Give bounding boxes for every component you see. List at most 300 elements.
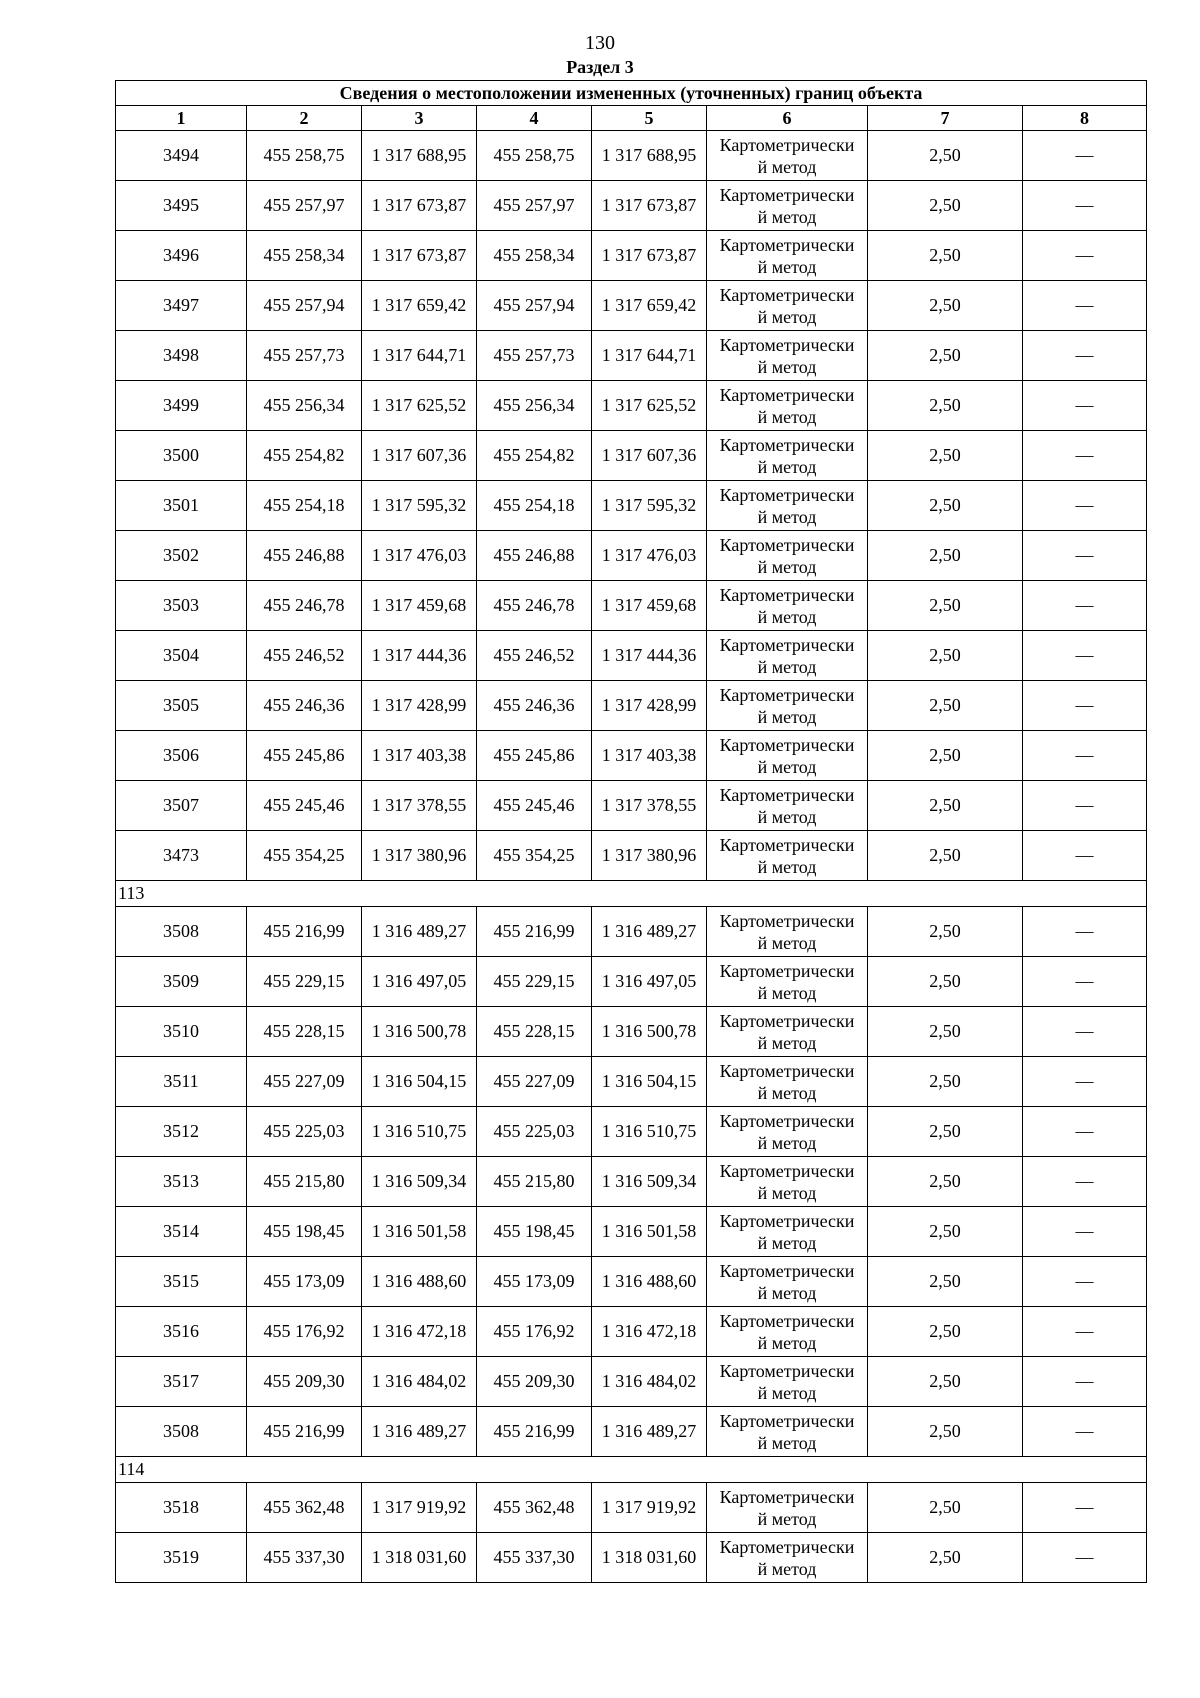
point-number-cell: 3505 <box>116 681 247 731</box>
table-body <box>116 131 1147 1583</box>
page-number: 130 <box>585 32 615 54</box>
precision-cell: 2,50 <box>868 531 1023 581</box>
point-number-cell: 3508 <box>116 907 247 957</box>
x-existing-cell: 455 229,15 <box>247 957 362 1007</box>
x-existing-cell: 455 228,15 <box>247 1007 362 1057</box>
method-cell <box>707 481 868 531</box>
column-number-row <box>116 106 1147 131</box>
point-number-cell: 3515 <box>116 1257 247 1307</box>
method-cell <box>707 1107 868 1157</box>
x-new-cell: 455 245,86 <box>477 731 592 781</box>
precision-cell: 2,50 <box>868 581 1023 631</box>
method-cell <box>707 957 868 1007</box>
precision-cell: 2,50 <box>868 681 1023 731</box>
x-new-cell: 455 258,75 <box>477 131 592 181</box>
y-existing-cell: 1 317 688,95 <box>362 131 477 181</box>
y-new-cell: 1 316 489,27 <box>592 907 707 957</box>
x-new-cell: 455 227,09 <box>477 1057 592 1107</box>
y-new-cell: 1 316 489,27 <box>592 1407 707 1457</box>
y-new-cell: 1 317 403,38 <box>592 731 707 781</box>
y-new-cell: 1 317 607,36 <box>592 431 707 481</box>
x-existing-cell: 455 258,34 <box>247 231 362 281</box>
method-line-2: й метод <box>757 982 817 1003</box>
description-cell: — <box>1023 731 1147 781</box>
precision-cell: 2,50 <box>868 1207 1023 1257</box>
description-cell: — <box>1023 231 1147 281</box>
table-row <box>116 831 1147 881</box>
table-row <box>116 481 1147 531</box>
y-existing-cell: 1 317 644,71 <box>362 331 477 381</box>
x-existing-cell: 455 246,78 <box>247 581 362 631</box>
y-existing-cell: 1 316 501,58 <box>362 1207 477 1257</box>
y-new-cell: 1 317 919,92 <box>592 1483 707 1533</box>
column-number-2: 2 <box>247 106 362 131</box>
method-line-2: й метод <box>757 1232 817 1253</box>
precision-cell: 2,50 <box>868 1157 1023 1207</box>
x-existing-cell: 455 225,03 <box>247 1107 362 1157</box>
method-cell <box>707 231 868 281</box>
x-existing-cell: 455 216,99 <box>247 1407 362 1457</box>
precision-cell: 2,50 <box>868 181 1023 231</box>
x-new-cell: 455 216,99 <box>477 1407 592 1457</box>
y-new-cell: 1 317 673,87 <box>592 181 707 231</box>
x-new-cell: 455 362,48 <box>477 1483 592 1533</box>
method-line-2: й метод <box>757 806 817 827</box>
y-existing-cell: 1 317 380,96 <box>362 831 477 881</box>
description-cell: — <box>1023 181 1147 231</box>
precision-cell: 2,50 <box>868 481 1023 531</box>
table-row <box>116 781 1147 831</box>
y-new-cell: 1 317 380,96 <box>592 831 707 881</box>
x-new-cell: 455 216,99 <box>477 907 592 957</box>
point-number-cell: 3500 <box>116 431 247 481</box>
y-new-cell: 1 316 472,18 <box>592 1307 707 1357</box>
description-cell: — <box>1023 1357 1147 1407</box>
method-line-1: Картометрически <box>719 1160 855 1181</box>
y-new-cell: 1 317 673,87 <box>592 231 707 281</box>
description-cell: — <box>1023 1257 1147 1307</box>
table-row <box>116 1483 1147 1533</box>
method-line-2: й метод <box>757 656 817 677</box>
y-existing-cell: 1 316 509,34 <box>362 1157 477 1207</box>
description-cell: — <box>1023 531 1147 581</box>
table-row <box>116 1407 1147 1457</box>
method-line-1: Картометрически <box>719 1210 855 1231</box>
point-number-cell: 3511 <box>116 1057 247 1107</box>
x-existing-cell: 455 354,25 <box>247 831 362 881</box>
y-existing-cell: 1 316 489,27 <box>362 907 477 957</box>
precision-cell: 2,50 <box>868 731 1023 781</box>
x-existing-cell: 455 245,46 <box>247 781 362 831</box>
method-cell <box>707 907 868 957</box>
y-existing-cell: 1 317 659,42 <box>362 281 477 331</box>
description-cell: — <box>1023 1207 1147 1257</box>
point-number-cell: 3498 <box>116 331 247 381</box>
x-new-cell: 455 257,94 <box>477 281 592 331</box>
method-cell <box>707 1057 868 1107</box>
method-cell <box>707 581 868 631</box>
description-cell: — <box>1023 781 1147 831</box>
y-existing-cell: 1 317 673,87 <box>362 231 477 281</box>
point-number-cell: 3507 <box>116 781 247 831</box>
method-line-2: й метод <box>757 856 817 877</box>
x-new-cell: 455 246,78 <box>477 581 592 631</box>
x-existing-cell: 455 254,18 <box>247 481 362 531</box>
point-number-cell: 3494 <box>116 131 247 181</box>
group-label: 113 <box>116 881 1147 907</box>
y-existing-cell: 1 316 497,05 <box>362 957 477 1007</box>
x-existing-cell: 455 256,34 <box>247 381 362 431</box>
description-cell: — <box>1023 1107 1147 1157</box>
x-new-cell: 455 254,18 <box>477 481 592 531</box>
y-new-cell: 1 316 497,05 <box>592 957 707 1007</box>
y-new-cell: 1 317 476,03 <box>592 531 707 581</box>
x-existing-cell: 455 209,30 <box>247 1357 362 1407</box>
description-cell: — <box>1023 481 1147 531</box>
table-row <box>116 681 1147 731</box>
precision-cell: 2,50 <box>868 131 1023 181</box>
table-row <box>116 1157 1147 1207</box>
method-line-1: Картометрически <box>719 584 855 605</box>
column-number-1: 1 <box>116 106 247 131</box>
y-existing-cell: 1 317 595,32 <box>362 481 477 531</box>
method-line-2: й метод <box>757 506 817 527</box>
point-number-cell: 3473 <box>116 831 247 881</box>
y-new-cell: 1 316 501,58 <box>592 1207 707 1257</box>
table-row <box>116 531 1147 581</box>
precision-cell: 2,50 <box>868 1257 1023 1307</box>
method-cell <box>707 1483 868 1533</box>
table-row <box>116 1357 1147 1407</box>
y-existing-cell: 1 317 919,92 <box>362 1483 477 1533</box>
method-line-2: й метод <box>757 1082 817 1103</box>
description-cell: — <box>1023 331 1147 381</box>
y-new-cell: 1 316 488,60 <box>592 1257 707 1307</box>
method-cell <box>707 181 868 231</box>
method-line-2: й метод <box>757 456 817 477</box>
method-cell <box>707 1007 868 1057</box>
table-row <box>116 331 1147 381</box>
precision-cell: 2,50 <box>868 831 1023 881</box>
table-row <box>116 1533 1147 1583</box>
y-existing-cell: 1 317 428,99 <box>362 681 477 731</box>
table-row <box>116 181 1147 231</box>
table-row <box>116 231 1147 281</box>
x-new-cell: 455 229,15 <box>477 957 592 1007</box>
method-cell <box>707 831 868 881</box>
method-cell <box>707 331 868 381</box>
group-label: 114 <box>116 1457 1147 1483</box>
column-number-3: 3 <box>362 106 477 131</box>
precision-cell: 2,50 <box>868 1407 1023 1457</box>
precision-cell: 2,50 <box>868 781 1023 831</box>
precision-cell: 2,50 <box>868 381 1023 431</box>
method-cell <box>707 681 868 731</box>
y-existing-cell: 1 316 472,18 <box>362 1307 477 1357</box>
description-cell: — <box>1023 431 1147 481</box>
column-number-5: 5 <box>592 106 707 131</box>
precision-cell: 2,50 <box>868 957 1023 1007</box>
x-existing-cell: 455 173,09 <box>247 1257 362 1307</box>
description-cell: — <box>1023 1407 1147 1457</box>
description-cell: — <box>1023 1483 1147 1533</box>
y-existing-cell: 1 317 403,38 <box>362 731 477 781</box>
precision-cell: 2,50 <box>868 231 1023 281</box>
y-existing-cell: 1 317 625,52 <box>362 381 477 431</box>
method-line-1: Картометрически <box>719 134 855 155</box>
point-number-cell: 3512 <box>116 1107 247 1157</box>
x-existing-cell: 455 246,36 <box>247 681 362 731</box>
table-row <box>116 1057 1147 1107</box>
x-new-cell: 455 258,34 <box>477 231 592 281</box>
method-line-1: Картометрически <box>719 834 855 855</box>
point-number-cell: 3510 <box>116 1007 247 1057</box>
table-row <box>116 731 1147 781</box>
point-number-cell: 3508 <box>116 1407 247 1457</box>
description-cell: — <box>1023 1307 1147 1357</box>
method-cell <box>707 381 868 431</box>
method-line-1: Картометрически <box>719 484 855 505</box>
y-existing-cell: 1 316 510,75 <box>362 1107 477 1157</box>
y-new-cell: 1 316 484,02 <box>592 1357 707 1407</box>
method-line-1: Картометрически <box>719 1110 855 1131</box>
method-line-2: й метод <box>757 1382 817 1403</box>
method-line-2: й метод <box>757 156 817 177</box>
y-existing-cell: 1 317 476,03 <box>362 531 477 581</box>
y-existing-cell: 1 316 484,02 <box>362 1357 477 1407</box>
point-number-cell: 3496 <box>116 231 247 281</box>
y-new-cell: 1 317 428,99 <box>592 681 707 731</box>
group-row <box>116 881 1147 907</box>
point-number-cell: 3517 <box>116 1357 247 1407</box>
y-new-cell: 1 318 031,60 <box>592 1533 707 1583</box>
method-line-1: Картометрически <box>719 1310 855 1331</box>
method-line-2: й метод <box>757 406 817 427</box>
x-existing-cell: 455 257,97 <box>247 181 362 231</box>
method-line-1: Картометрически <box>719 184 855 205</box>
group-row <box>116 1457 1147 1483</box>
y-new-cell: 1 317 659,42 <box>592 281 707 331</box>
method-line-2: й метод <box>757 1432 817 1453</box>
method-line-2: й метод <box>757 756 817 777</box>
x-existing-cell: 455 257,73 <box>247 331 362 381</box>
method-line-1: Картометрически <box>719 384 855 405</box>
method-line-2: й метод <box>757 606 817 627</box>
x-existing-cell: 455 176,92 <box>247 1307 362 1357</box>
method-line-1: Картометрически <box>719 434 855 455</box>
x-new-cell: 455 173,09 <box>477 1257 592 1307</box>
description-cell: — <box>1023 1057 1147 1107</box>
method-line-2: й метод <box>757 256 817 277</box>
point-number-cell: 3501 <box>116 481 247 531</box>
table-row <box>116 907 1147 957</box>
method-cell <box>707 731 868 781</box>
precision-cell: 2,50 <box>868 1307 1023 1357</box>
method-cell <box>707 781 868 831</box>
method-cell <box>707 131 868 181</box>
x-new-cell: 455 198,45 <box>477 1207 592 1257</box>
method-cell <box>707 1407 868 1457</box>
x-existing-cell: 455 215,80 <box>247 1157 362 1207</box>
description-cell: — <box>1023 131 1147 181</box>
point-number-cell: 3506 <box>116 731 247 781</box>
method-line-2: й метод <box>757 1558 817 1579</box>
y-new-cell: 1 316 504,15 <box>592 1057 707 1107</box>
description-cell: — <box>1023 831 1147 881</box>
method-line-2: й метод <box>757 1132 817 1153</box>
method-cell <box>707 431 868 481</box>
precision-cell: 2,50 <box>868 1483 1023 1533</box>
description-cell: — <box>1023 957 1147 1007</box>
x-existing-cell: 455 258,75 <box>247 131 362 181</box>
y-existing-cell: 1 317 459,68 <box>362 581 477 631</box>
method-line-1: Картометрически <box>719 634 855 655</box>
x-new-cell: 455 246,88 <box>477 531 592 581</box>
description-cell: — <box>1023 1007 1147 1057</box>
precision-cell: 2,50 <box>868 331 1023 381</box>
y-existing-cell: 1 317 444,36 <box>362 631 477 681</box>
y-existing-cell: 1 318 031,60 <box>362 1533 477 1583</box>
x-existing-cell: 455 337,30 <box>247 1533 362 1583</box>
method-line-2: й метод <box>757 932 817 953</box>
method-line-1: Картометрически <box>719 684 855 705</box>
method-cell <box>707 1357 868 1407</box>
y-existing-cell: 1 316 489,27 <box>362 1407 477 1457</box>
method-line-1: Картометрически <box>719 334 855 355</box>
x-new-cell: 455 257,73 <box>477 331 592 381</box>
precision-cell: 2,50 <box>868 431 1023 481</box>
x-new-cell: 455 245,46 <box>477 781 592 831</box>
point-number-cell: 3509 <box>116 957 247 1007</box>
table-row <box>116 381 1147 431</box>
method-line-1: Картометрически <box>719 1486 855 1507</box>
table-title: Сведения о местоположении измененных (уточненных) границ объекта <box>116 81 1147 106</box>
x-existing-cell: 455 246,52 <box>247 631 362 681</box>
table-row <box>116 131 1147 181</box>
method-line-2: й метод <box>757 1182 817 1203</box>
y-new-cell: 1 317 444,36 <box>592 631 707 681</box>
y-new-cell: 1 317 378,55 <box>592 781 707 831</box>
point-number-cell: 3502 <box>116 531 247 581</box>
description-cell: — <box>1023 581 1147 631</box>
x-existing-cell: 455 246,88 <box>247 531 362 581</box>
y-new-cell: 1 317 459,68 <box>592 581 707 631</box>
method-line-2: й метод <box>757 356 817 377</box>
column-number-7: 7 <box>868 106 1023 131</box>
point-number-cell: 3497 <box>116 281 247 331</box>
method-line-2: й метод <box>757 556 817 577</box>
y-existing-cell: 1 316 504,15 <box>362 1057 477 1107</box>
method-line-2: й метод <box>757 206 817 227</box>
x-new-cell: 455 209,30 <box>477 1357 592 1407</box>
x-new-cell: 455 215,80 <box>477 1157 592 1207</box>
method-line-2: й метод <box>757 1508 817 1529</box>
y-new-cell: 1 317 595,32 <box>592 481 707 531</box>
x-existing-cell: 455 216,99 <box>247 907 362 957</box>
y-existing-cell: 1 317 607,36 <box>362 431 477 481</box>
y-new-cell: 1 316 500,78 <box>592 1007 707 1057</box>
table-row <box>116 431 1147 481</box>
table-row <box>116 1107 1147 1157</box>
x-new-cell: 455 337,30 <box>477 1533 592 1583</box>
table-row <box>116 1307 1147 1357</box>
y-new-cell: 1 317 625,52 <box>592 381 707 431</box>
precision-cell: 2,50 <box>868 1057 1023 1107</box>
column-number-8: 8 <box>1023 106 1147 131</box>
x-new-cell: 455 176,92 <box>477 1307 592 1357</box>
method-line-1: Картометрически <box>719 1536 855 1557</box>
point-number-cell: 3499 <box>116 381 247 431</box>
point-number-cell: 3513 <box>116 1157 247 1207</box>
method-line-1: Картометрически <box>719 534 855 555</box>
y-existing-cell: 1 317 673,87 <box>362 181 477 231</box>
method-line-2: й метод <box>757 1282 817 1303</box>
point-number-cell: 3518 <box>116 1483 247 1533</box>
method-cell <box>707 1157 868 1207</box>
point-number-cell: 3503 <box>116 581 247 631</box>
method-cell <box>707 281 868 331</box>
method-line-1: Картометрически <box>719 234 855 255</box>
description-cell: — <box>1023 681 1147 731</box>
x-new-cell: 455 254,82 <box>477 431 592 481</box>
point-number-cell: 3504 <box>116 631 247 681</box>
precision-cell: 2,50 <box>868 281 1023 331</box>
y-new-cell: 1 317 644,71 <box>592 331 707 381</box>
table-row <box>116 631 1147 681</box>
method-line-2: й метод <box>757 1332 817 1353</box>
y-new-cell: 1 316 510,75 <box>592 1107 707 1157</box>
x-new-cell: 455 225,03 <box>477 1107 592 1157</box>
method-line-1: Картометрически <box>719 1010 855 1031</box>
table-row <box>116 1007 1147 1057</box>
x-new-cell: 455 246,52 <box>477 631 592 681</box>
precision-cell: 2,50 <box>868 1007 1023 1057</box>
method-line-2: й метод <box>757 1032 817 1053</box>
table-row <box>116 1257 1147 1307</box>
column-number-6: 6 <box>707 106 868 131</box>
x-existing-cell: 455 362,48 <box>247 1483 362 1533</box>
method-cell <box>707 631 868 681</box>
description-cell: — <box>1023 907 1147 957</box>
table-row <box>116 581 1147 631</box>
y-new-cell: 1 317 688,95 <box>592 131 707 181</box>
precision-cell: 2,50 <box>868 1107 1023 1157</box>
section-title: Раздел 3 <box>566 57 634 77</box>
table-row <box>116 281 1147 331</box>
precision-cell: 2,50 <box>868 631 1023 681</box>
precision-cell: 2,50 <box>868 1357 1023 1407</box>
table-row <box>116 1207 1147 1257</box>
x-new-cell: 455 228,15 <box>477 1007 592 1057</box>
x-new-cell: 455 246,36 <box>477 681 592 731</box>
method-cell <box>707 1207 868 1257</box>
precision-cell: 2,50 <box>868 1533 1023 1583</box>
x-existing-cell: 455 245,86 <box>247 731 362 781</box>
method-line-1: Картометрически <box>719 1060 855 1081</box>
description-cell: — <box>1023 1533 1147 1583</box>
method-line-1: Картометрически <box>719 734 855 755</box>
x-new-cell: 455 257,97 <box>477 181 592 231</box>
method-line-1: Картометрически <box>719 1410 855 1431</box>
method-line-1: Картометрически <box>719 784 855 805</box>
x-existing-cell: 455 227,09 <box>247 1057 362 1107</box>
point-number-cell: 3495 <box>116 181 247 231</box>
method-line-1: Картометрически <box>719 284 855 305</box>
description-cell: — <box>1023 631 1147 681</box>
method-line-1: Картометрически <box>719 1260 855 1281</box>
method-line-1: Картометрически <box>719 1360 855 1381</box>
method-cell <box>707 1533 868 1583</box>
